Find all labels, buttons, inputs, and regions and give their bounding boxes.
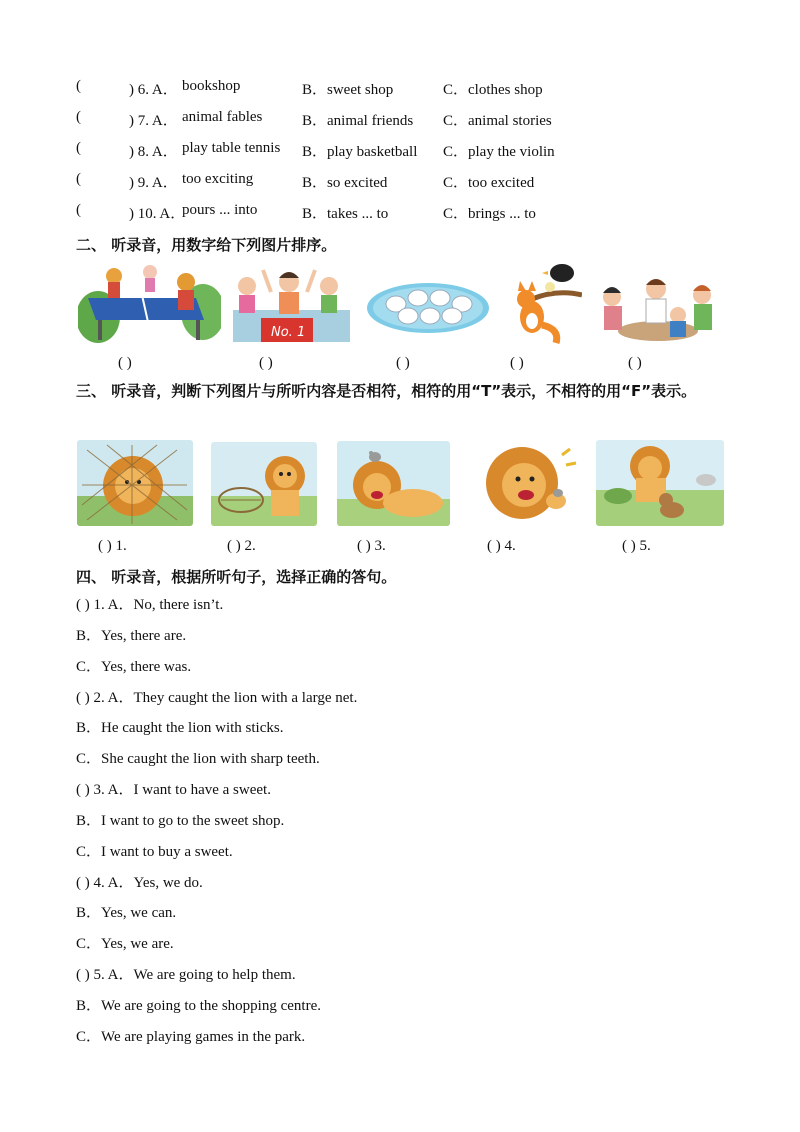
option-a: pours ... into: [182, 202, 258, 218]
lion-holding-mouse-picture: [478, 441, 578, 526]
option-a: bookshop: [182, 78, 241, 94]
answer-bracket[interactable]: (: [76, 171, 81, 187]
answer-line: B．We are going to the shopping centre.: [76, 998, 321, 1014]
question-number: ) 8. A．: [129, 144, 178, 160]
judge-answer-bracket[interactable]: ( ) 1.: [98, 538, 127, 554]
question-row: [76, 171, 696, 191]
answer-line: B．Yes, there are.: [76, 628, 187, 644]
question-row: [76, 140, 696, 160]
table-tennis-picture: [78, 262, 221, 344]
answer-line: ( ) 5. A．We are going to help them.: [76, 967, 296, 983]
answer-line: ( ) 3. A．I want to have a sweet.: [76, 782, 271, 798]
lion-in-net-picture: [77, 440, 193, 526]
question-row: [76, 202, 696, 222]
option-a: animal fables: [182, 109, 263, 125]
answer-line: C．She caught the lion with sharp teeth.: [76, 751, 320, 767]
judge-answer-bracket[interactable]: ( ) 5.: [622, 538, 651, 554]
answer-line: C．Yes, we are.: [76, 936, 174, 952]
answer-line: C．Yes, there was.: [76, 659, 192, 675]
option-b: B．takes ... to: [302, 206, 389, 222]
answer-line: ( ) 2. A．They caught the lion with a large net.: [76, 690, 358, 706]
section-heading-3: 三、 听录音，判断下列图片与所听内容是否相符，相符的用“T”表示，不相符的用“F”表示。: [76, 382, 697, 400]
answer-bracket[interactable]: (: [76, 202, 81, 218]
option-c: C．animal stories: [443, 113, 552, 129]
option-b: B．play basketball: [302, 144, 418, 160]
question-number: ) 7. A．: [129, 113, 178, 129]
answer-line: ( ) 4. A．Yes, we do.: [76, 875, 203, 891]
dumplings-plate-picture: [366, 282, 491, 334]
order-answer-bracket[interactable]: ( ): [396, 355, 410, 371]
question-row: [76, 78, 696, 98]
answer-line: C．We are playing games in the park.: [76, 1029, 306, 1045]
option-c: C．too excited: [443, 175, 535, 191]
lion-and-net-picture: [211, 442, 317, 526]
question-row: [76, 109, 696, 129]
option-b: B．so excited: [302, 175, 388, 191]
question-number: ) 9. A．: [129, 175, 178, 191]
answer-line: ( ) 1. A．No, there isn’t.: [76, 597, 224, 613]
option-c: C．play the violin: [443, 144, 555, 160]
children-at-table-picture: [594, 269, 722, 343]
option-c: C．clothes shop: [443, 82, 543, 98]
answer-line: B．Yes, we can.: [76, 905, 177, 921]
answer-line: B．He caught the lion with sticks.: [76, 720, 284, 736]
option-b: B．animal friends: [302, 113, 414, 129]
mouse-on-lion-picture: [337, 441, 450, 526]
option-b: B．sweet shop: [302, 82, 394, 98]
judge-answer-bracket[interactable]: ( ) 4.: [487, 538, 516, 554]
answer-bracket[interactable]: (: [76, 140, 81, 156]
question-number: ) 10. A．: [129, 206, 186, 222]
order-answer-bracket[interactable]: ( ): [510, 355, 524, 371]
answer-bracket[interactable]: (: [76, 78, 81, 94]
answer-bracket[interactable]: (: [76, 109, 81, 125]
question-number: ) 6. A．: [129, 82, 178, 98]
order-answer-bracket[interactable]: ( ): [259, 355, 273, 371]
option-a: play table tennis: [182, 140, 281, 156]
order-answer-bracket[interactable]: ( ): [118, 355, 132, 371]
section-heading-4: 四、 听录音，根据所听句子，选择正确的答句。: [76, 568, 397, 586]
section-heading-2: 二、 听录音，用数字给下列图片排序。: [76, 236, 337, 254]
option-c: C．brings ... to: [443, 206, 536, 222]
svg-text:No. 1: No. 1: [271, 325, 306, 340]
answer-line: C．I want to buy a sweet.: [76, 844, 233, 860]
order-answer-bracket[interactable]: ( ): [628, 355, 642, 371]
judge-answer-bracket[interactable]: ( ) 3.: [357, 538, 386, 554]
option-a: too exciting: [182, 171, 254, 187]
judge-answer-bracket[interactable]: ( ) 2.: [227, 538, 256, 554]
cheering-children-picture: [231, 262, 352, 344]
answer-line: B．I want to go to the sweet shop.: [76, 813, 285, 829]
fox-and-crow-picture: [502, 259, 582, 345]
lion-and-monkey-picture: [596, 440, 724, 526]
